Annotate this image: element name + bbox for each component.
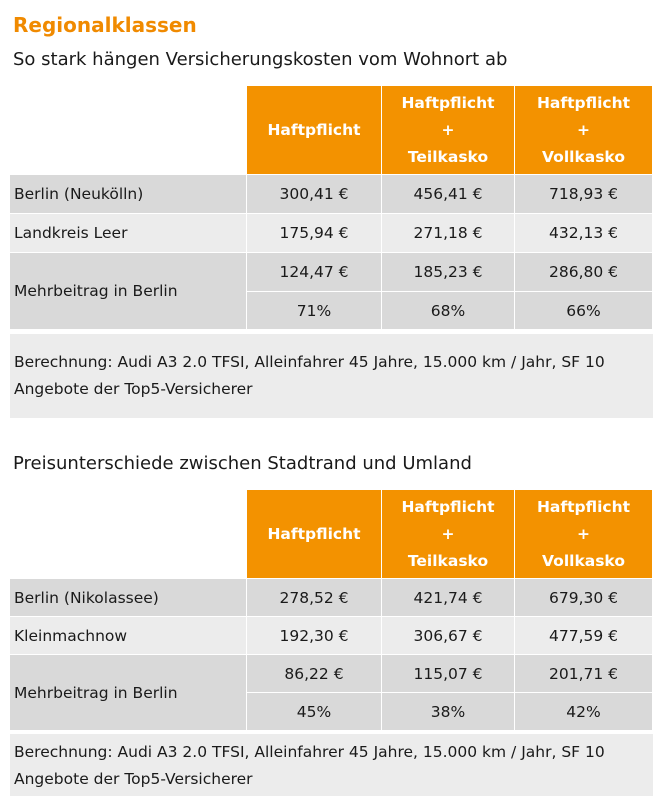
table-cell-percent: 38% (382, 693, 515, 731)
table-cell: 477,59 € (515, 617, 653, 655)
table1-note (10, 334, 653, 418)
row-label-mehrbeitrag: Mehrbeitrag in Berlin (10, 253, 247, 330)
header-line: + (577, 524, 590, 543)
note-line: Berechnung: Audi A3 2.0 TFSI, Alleinfahrer 45 Jahre, 15.000 km / Jahr, SF 10 (14, 353, 605, 371)
table-cell: 278,52 € (247, 579, 382, 617)
row-label: Landkreis Leer (10, 214, 247, 253)
table-cell-percent: 42% (515, 693, 653, 731)
header-line: Vollkasko (542, 147, 625, 166)
table-cell: 175,94 € (247, 214, 382, 253)
note-line: Angebote der Top5-Versicherer (14, 770, 253, 788)
header-line: + (441, 120, 455, 139)
header-line: Haftpflicht (536, 497, 631, 516)
table1-header-teilkasko (382, 86, 515, 175)
table1 (10, 86, 653, 330)
table2-header-vollkasko (515, 490, 653, 579)
table-cell: 421,74 € (382, 579, 515, 617)
table2-corner (10, 490, 247, 579)
table-cell: 192,30 € (247, 617, 382, 655)
header-line: Teilkasko (407, 551, 489, 570)
header-line: Haftpflicht (401, 93, 495, 112)
table-cell: 306,67 € (382, 617, 515, 655)
table-cell-percent: 68% (382, 292, 515, 330)
note-line: Berechnung: Audi A3 2.0 TFSI, Alleinfahrer 45 Jahre, 15.000 km / Jahr, SF 10 (14, 743, 605, 761)
table-cell: 286,80 € (515, 253, 653, 292)
table-cell: 456,41 € (382, 175, 515, 214)
header-line: Haftpflicht (401, 497, 495, 516)
table1-header-vollkasko (515, 86, 653, 175)
table-cell: 201,71 € (515, 655, 653, 693)
row-label: Berlin (Nikolassee) (10, 579, 247, 617)
table-cell: 86,22 € (247, 655, 382, 693)
note-line: Angebote der Top5-Versicherer (14, 380, 253, 398)
row-label-mehrbeitrag: Mehrbeitrag in Berlin (10, 655, 247, 731)
table-cell: 432,13 € (515, 214, 653, 253)
table-cell: 718,93 € (515, 175, 653, 214)
table2-note (10, 734, 653, 796)
header-line: Haftpflicht (267, 524, 361, 543)
table2-subtitle: Preisunterschiede zwischen Stadtrand und Umland (13, 453, 472, 474)
table1-subtitle: So stark hängen Versicherungskosten vom Wohnort ab (13, 49, 508, 70)
table-cell: 115,07 € (382, 655, 515, 693)
table-cell-percent: 66% (515, 292, 653, 330)
table-cell: 271,18 € (382, 214, 515, 253)
row-label: Kleinmachnow (10, 617, 247, 655)
header-line: Haftpflicht (536, 93, 631, 112)
row-label: Berlin (Neukölln) (10, 175, 247, 214)
table1-header-haftpflicht (247, 86, 382, 175)
header-line: + (441, 524, 455, 543)
table-cell: 124,47 € (247, 253, 382, 292)
header-line: Teilkasko (407, 147, 489, 166)
table2 (10, 490, 653, 731)
header-line: + (577, 120, 590, 139)
table-cell-percent: 45% (247, 693, 382, 731)
header-line: Haftpflicht (267, 120, 361, 139)
table-cell-percent: 71% (247, 292, 382, 330)
table2-header-haftpflicht (247, 490, 382, 579)
header-line: Vollkasko (542, 551, 625, 570)
table-cell: 300,41 € (247, 175, 382, 214)
page-title: Regionalklassen (13, 13, 197, 37)
table1-corner (10, 86, 247, 175)
table-cell: 185,23 € (382, 253, 515, 292)
table2-header-teilkasko (382, 490, 515, 579)
table-cell: 679,30 € (515, 579, 653, 617)
